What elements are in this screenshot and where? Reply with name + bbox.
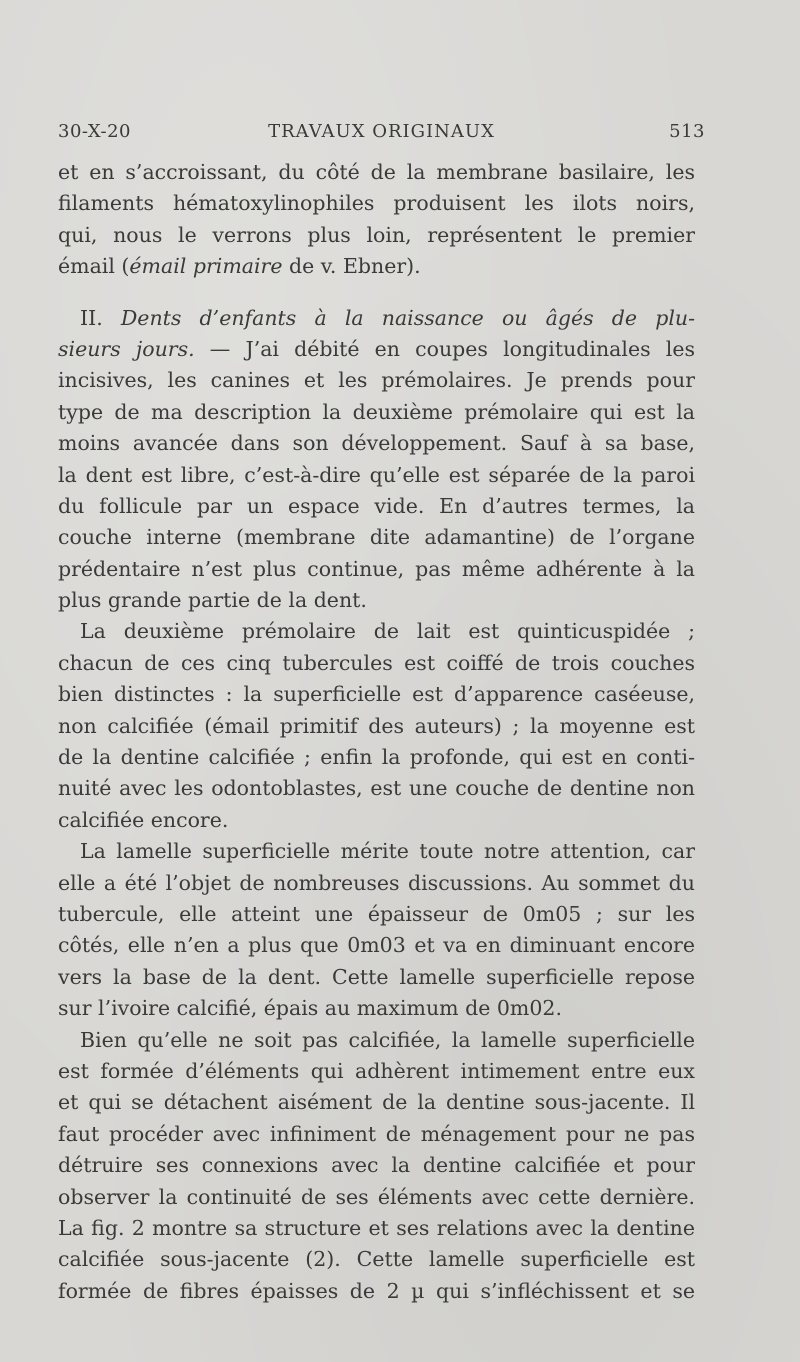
- text-line: vers la base de la dent. Cette lamelle superficielle repose: [58, 964, 695, 989]
- text-line: incisives, les canines et les prémolaires. Je prends pour: [58, 368, 695, 393]
- text-line: de la dentine calcifiée ; enfin la profonde, qui est en conti-: [58, 745, 695, 770]
- section-gap: [58, 283, 695, 303]
- paragraph-start: Bien qu’elle ne soit pas calcifiée, la lamelle superficielle: [80, 1027, 695, 1052]
- text-line: couche interne (membrane dite adamantine) de l’organe: [58, 525, 695, 550]
- text-line: bien distinctes : la superficielle est d’apparence caséeuse,: [58, 682, 695, 707]
- text-span: — J’ai débité en coupes longitudinales les: [194, 336, 695, 361]
- text-line: La fig. 2 montre sa structure et ses relations avec la dentine: [58, 1215, 695, 1240]
- text-line: moins avancée dans son développement. Sauf à sa base,: [58, 431, 695, 456]
- text-line: tubercule, elle atteint une épaisseur de 0m05 ; sur les: [58, 901, 695, 926]
- text-line: faut procéder avec infiniment de ménagement pour ne pas: [58, 1121, 695, 1146]
- header-title: TRAVAUX ORIGINAUX: [268, 121, 495, 142]
- text-line: du follicule par un espace vide. En d’autres termes, la: [58, 493, 695, 518]
- text-line: détruire ses connexions avec la dentine calcifiée et pour: [58, 1153, 695, 1178]
- text-line: et en s’accroissant, du côté de la membrane basilaire, les: [58, 160, 695, 184]
- text-line: non calcifiée (émail primitif des auteurs) ; la moyenne est: [58, 713, 695, 738]
- text-line: chacun de ces cinq tubercules est coiffé de trois couches: [58, 650, 695, 675]
- page-number: 513: [669, 121, 705, 142]
- text-line: type de ma description la deuxième prémolaire qui est la: [58, 399, 695, 424]
- text-line: prédentaire n’est plus continue, pas même adhérente à la: [58, 556, 695, 581]
- section-title-end: sieurs jours.: [58, 336, 195, 361]
- running-header: [58, 121, 705, 149]
- text-line: côtés, elle n’en a plus que 0m03 et va en diminuant encore: [58, 933, 695, 958]
- text-line: et qui se détachent aisément de la dentine sous-jacente. Il: [58, 1090, 695, 1115]
- section-heading-line: [58, 303, 695, 334]
- text-span: émail (: [58, 254, 130, 279]
- text-line: sur l’ivoire calcifié, épais au maximum de 0m02.: [58, 996, 562, 1021]
- text-line: [58, 251, 695, 282]
- text-line: plus grande partie de la dent.: [58, 588, 367, 613]
- paragraph-start: La lamelle superficielle mérite toute notre attention, car: [80, 839, 695, 864]
- text-line: observer la continuité de ses éléments avec cette dernière.: [58, 1184, 695, 1209]
- text-line: filaments hématoxylinophiles produisent les ilots noirs,: [58, 191, 695, 216]
- section-number: II.: [80, 305, 121, 330]
- text-line: formée de fibres épaisses de 2 µ qui s’infléchissent et se: [58, 1278, 695, 1303]
- header-date: 30-X-20: [58, 121, 132, 142]
- text-line: elle a été l’objet de nombreuses discussions. Au sommet du: [58, 870, 695, 895]
- section-title: Dents d’enfants à la naissance ou âgés de plu-: [120, 305, 695, 330]
- text-line: [58, 334, 695, 365]
- text-line: qui, nous le verrons plus loin, représentent le premier: [58, 222, 695, 247]
- italic-term: émail primaire: [129, 254, 283, 279]
- body-text: [58, 157, 695, 1307]
- text-line: nuité avec les odontoblastes, est une couche de dentine non: [58, 776, 695, 801]
- text-line: est formée d’éléments qui adhèrent intimement entre eux: [58, 1058, 695, 1083]
- paragraph-start: La deuxième prémolaire de lait est quinticuspidée ;: [80, 619, 695, 644]
- text-line: la dent est libre, c’est-à-dire qu’elle est séparée de la paroi: [58, 462, 695, 487]
- text-span: de v. Ebner).: [282, 254, 421, 279]
- text-line: calcifiée sous-jacente (2). Cette lamelle superficielle est: [58, 1247, 695, 1272]
- text-line: calcifiée encore.: [58, 807, 229, 832]
